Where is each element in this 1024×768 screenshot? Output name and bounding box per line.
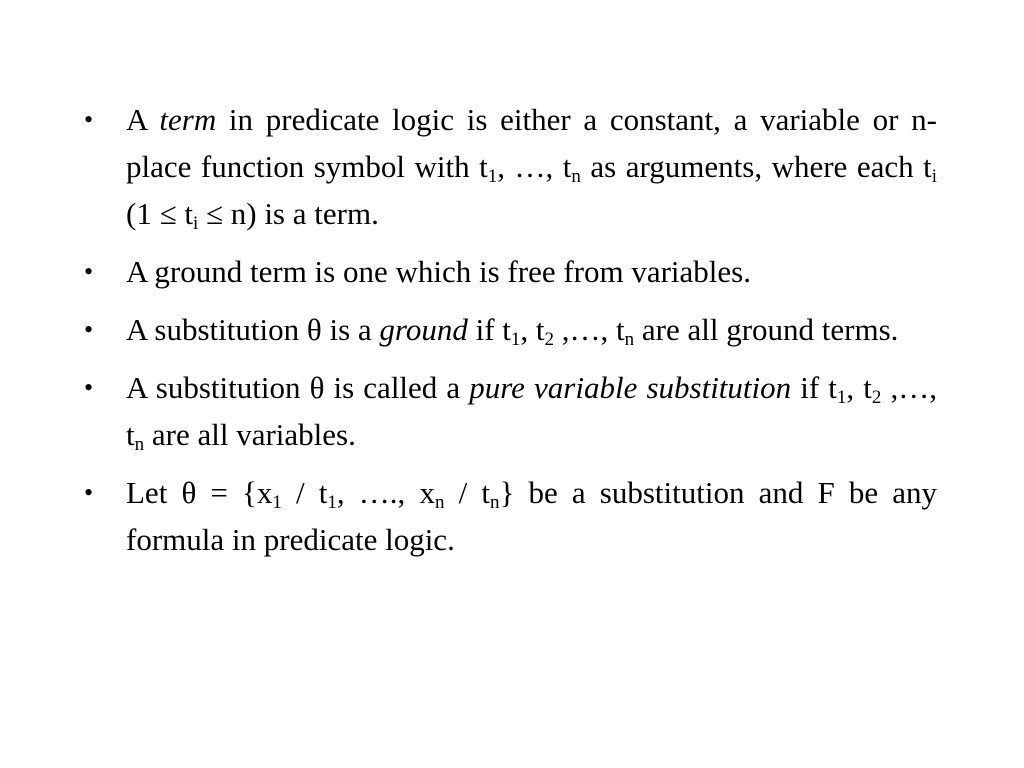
text-run: A substitution θ is called a	[126, 370, 470, 405]
subscript: 2	[544, 329, 555, 350]
subscript: 1	[510, 329, 521, 350]
subscript: n	[571, 166, 581, 187]
text-run: , …, t	[497, 149, 572, 184]
subscript: 1	[272, 492, 282, 513]
subscript: n	[624, 329, 635, 350]
bullet-item-let-theta	[84, 469, 937, 563]
text-run: (1 ≤ t	[126, 196, 193, 231]
italic-term: pure variable substitution	[469, 370, 792, 405]
bullet-icon: •	[84, 105, 94, 134]
bullet-icon: •	[84, 478, 94, 507]
bullet-item-ground-substitution	[84, 306, 937, 353]
text-run: ≤ n) is a term.	[198, 196, 379, 231]
text-run: if t	[791, 370, 837, 405]
text-run: Let θ = {x	[126, 475, 273, 510]
italic-term: ground	[379, 312, 468, 347]
bullet-text	[126, 312, 899, 350]
text-run: A ground term is one which is free from variables.	[126, 254, 751, 289]
text-run: , …., x	[336, 475, 435, 510]
subscript: 1	[327, 492, 337, 513]
subscript: 2	[871, 387, 882, 408]
text-run: in predicate logic is either a constant, a variable or n-place function symbol with t	[126, 102, 937, 184]
text-run: A substitution θ is a	[126, 312, 380, 347]
bullet-text	[126, 370, 937, 455]
text-run: , t	[520, 312, 545, 347]
italic-term: term	[159, 102, 217, 137]
text-run: if t	[467, 312, 511, 347]
bullet-icon: •	[84, 257, 94, 286]
text-run: , t	[846, 370, 872, 405]
subscript: n	[134, 434, 145, 455]
text-run: / t	[444, 475, 490, 510]
subscript: i	[192, 213, 199, 234]
bullet-text	[126, 254, 751, 289]
bullet-item-term	[84, 96, 937, 237]
text-run: are all ground terms.	[634, 312, 899, 347]
bullet-text	[126, 102, 938, 234]
text-run: as arguments, where each t	[580, 149, 932, 184]
bullet-item-ground-term	[84, 248, 937, 295]
text-run: are all variables.	[144, 417, 356, 452]
bullet-item-pure-variable-substitution	[84, 364, 937, 458]
bullet-text	[126, 475, 937, 557]
bullet-list	[84, 96, 937, 574]
subscript: i	[931, 166, 938, 187]
text-run: / t	[281, 475, 328, 510]
subscript: n	[489, 492, 500, 513]
subscript: 1	[836, 387, 847, 408]
text-run: ,…, t	[554, 312, 625, 347]
text-run: A	[126, 102, 160, 137]
bullet-icon: •	[84, 315, 94, 344]
text-run: } be a substitution and F be any formula in predicate logic.	[126, 475, 937, 557]
text-run: ,…, t	[126, 370, 937, 452]
subscript: n	[434, 492, 445, 513]
subscript: 1	[487, 166, 498, 187]
bullet-icon: •	[84, 373, 94, 402]
